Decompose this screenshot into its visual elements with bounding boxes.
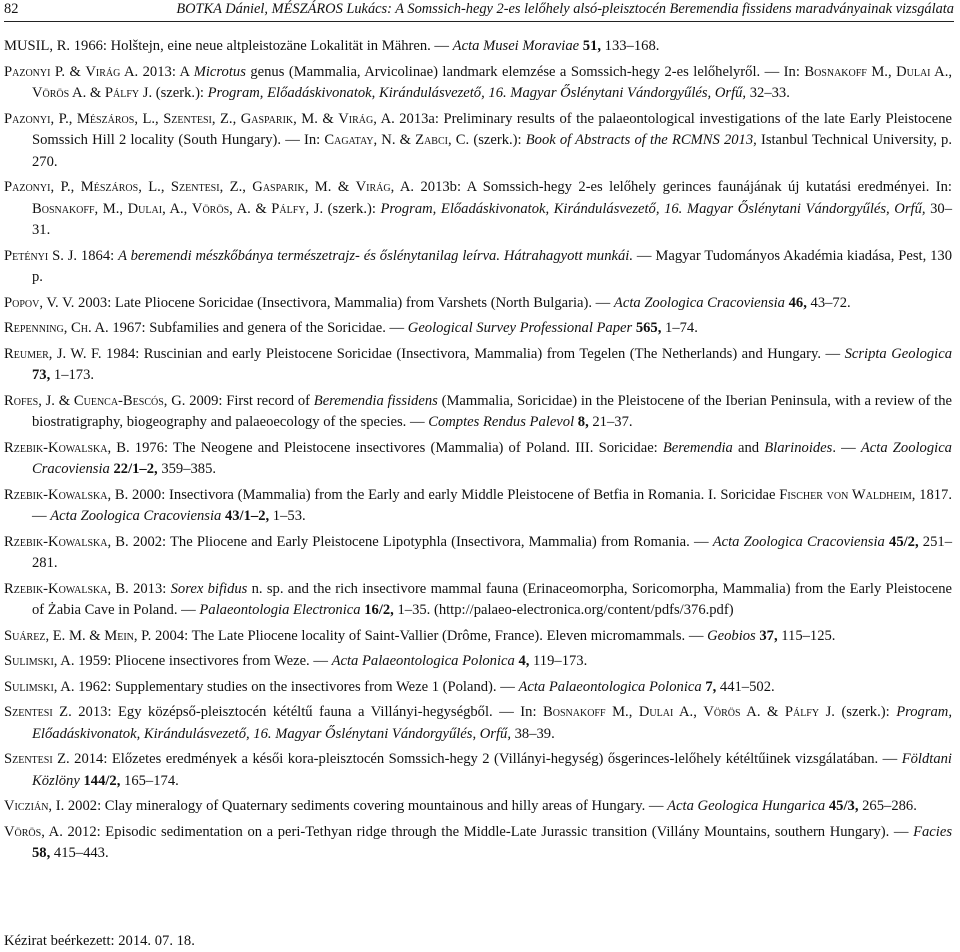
ref-volume: 144/2, xyxy=(79,772,121,789)
ref-author: Gasparik xyxy=(252,179,305,195)
ref-author: Mészáros xyxy=(76,110,135,127)
ref-author: Virág xyxy=(338,110,374,127)
ref-text: , A. 1959: Pliocene insectivores from Weze. — xyxy=(53,653,332,669)
ref-text: 38–39. xyxy=(510,725,555,742)
ref-author: Vörös xyxy=(191,200,230,217)
ref-author: Dulai xyxy=(896,63,931,80)
ref-text: A. & xyxy=(740,704,785,720)
ref-author: Pálfy xyxy=(271,200,306,217)
reference-entry xyxy=(4,651,952,673)
ref-author: Suárez xyxy=(4,627,46,644)
ref-author: Vörös xyxy=(32,85,70,101)
ref-text: J. (szerk.): xyxy=(819,704,897,720)
ref-italic-text: Acta Palaeontologica Polonica xyxy=(518,678,702,695)
ref-italic-text: Program, Előadáskivonatok, Kirándulásvezető, 16. Magyar Őslénytani Vándorgyűlés, Orfű, xyxy=(207,85,747,101)
ref-author: Virág xyxy=(85,63,121,80)
ref-author: Cuenca-Bescós xyxy=(73,392,164,409)
ref-text: , J. & xyxy=(38,392,74,409)
ref-author: Zabci xyxy=(415,132,448,148)
ref-text: . A. 1967: Subfamilies and genera of the Soricidae. — xyxy=(88,320,408,336)
ref-text: , B. 2013: xyxy=(107,580,171,597)
ref-italic-text: Beremendia fissidens xyxy=(313,392,438,409)
ref-text: , A. 2012: Episodic sedimentation on a peri-Tethyan ridge through the Middle-Late Jurassic transition (Villány Mountains, southern Hungary). — xyxy=(41,823,914,840)
ref-author: Rzebik-Kowalska xyxy=(4,439,108,456)
ref-italic-text: Acta Zoologica Cracoviensia xyxy=(613,294,785,311)
ref-volume: 565, xyxy=(632,320,662,336)
reference-entry xyxy=(4,246,952,289)
reference-entry xyxy=(4,62,952,105)
ref-text: , B. 2002: The Pliocene and Early Pleistocene Lipotyphla (Insectivora, Mammalia) from Romania. — xyxy=(107,533,713,550)
ref-italic-text: Földtani Közlöny xyxy=(32,751,952,789)
ref-author: Vörös xyxy=(703,704,741,720)
ref-author: Sulimski xyxy=(4,653,54,669)
ref-text: , P., xyxy=(50,110,77,127)
ref-author: Virág xyxy=(355,179,391,195)
ref-text: and xyxy=(732,439,765,456)
ref-text: 21–37. xyxy=(588,414,633,430)
ref-text: Z. 2013: Egy középső-pleisztocén kétéltű fauna a Villányi-hegységből. — In: xyxy=(52,704,544,720)
ref-italic-text: Acta Zoologica Cracoviensia xyxy=(32,439,952,477)
ref-author: Szentesi xyxy=(163,110,212,127)
ref-author: Rzebik-Kowalska xyxy=(4,486,108,503)
ref-text: P. & xyxy=(50,63,86,80)
ref-author: Viczián xyxy=(4,798,49,814)
ref-italic-text: Palaeontologia Electronica xyxy=(199,602,361,618)
ref-text: . — xyxy=(832,439,861,456)
ref-text: Z. 2014: Előzetes eredmények a késői kora-pleisztocén Somssich-hegy 2 (Villányi-hegység) ősgerinces-lelőhely kétéltűinek vizsgálatában. — xyxy=(52,751,902,767)
ref-volume: 37, xyxy=(755,627,778,644)
ref-author: Szentesi xyxy=(4,751,53,767)
ref-text: 1–35. (http://palaeo-electronica.org/content/pdfs/376.pdf) xyxy=(393,602,734,618)
ref-text: 1–53. xyxy=(269,508,306,524)
ref-text: , N. & xyxy=(373,132,416,148)
ref-text: (Mammalia, Soricidae) in the Pleistocene of the Iberian Peninsula, with a review of the biostratigraphy, biogeography and palaeoecology of the species. — xyxy=(32,392,952,430)
reference-entry xyxy=(4,532,952,575)
ref-text: , B. 2000: Insectivora (Mammalia) from the Early and early Middle Pleistocene of Betfia in Romania. I. Soricidae xyxy=(107,486,780,503)
ref-author: Rofes xyxy=(4,392,39,409)
ref-author: Pazonyi xyxy=(4,110,51,127)
ref-text: J. (szerk.): xyxy=(139,85,208,101)
reference-list xyxy=(4,36,952,869)
ref-text: 1–173. xyxy=(50,367,95,383)
ref-text: , Istanbul Technical University, p. 270. xyxy=(32,132,952,170)
ref-text: , A. 2013a: Preliminary results of the palaeontological investigations of the late Early Pleistocene Somssich Hill 2 locality (South Hungary). — In: xyxy=(32,110,952,148)
ref-text: , A. 2013b: A Somssich-hegy 2-es lelőhely gerinces faunájának új kutatási eredményei. In: xyxy=(390,179,952,195)
ref-text: A. 2013: A xyxy=(120,63,194,80)
ref-text: , A. & xyxy=(229,200,272,217)
ref-author: Gasparik xyxy=(240,110,294,127)
ref-text: 265–286. xyxy=(858,798,917,814)
ref-author: Cagatay xyxy=(324,132,374,148)
page-number: 82 xyxy=(4,1,19,17)
ref-text: 115–125. xyxy=(777,627,836,644)
ref-italic-text: A beremendi mészkőbánya természetrajz- és őslénytanilag leírva. Hátrahagyott munkái. xyxy=(118,247,634,264)
ref-text: — Magyar Tudományos Akadémia kiadása, Pest, 130 p. xyxy=(32,247,952,285)
running-title: BOTKA Dániel, MÉSZÁROS Lukács: A Somssich-hegy 2-es lelőhely alsó-pleisztocén Beremendia fissidens maradványainak vizsgálata xyxy=(176,1,954,17)
ref-author: Pazonyi xyxy=(4,179,51,195)
header-rule xyxy=(4,21,954,22)
ref-text: , A., xyxy=(162,200,192,217)
reference-entry xyxy=(4,626,952,648)
ref-text: , Z., xyxy=(211,110,241,127)
ref-author: Fischer von Waldheim xyxy=(779,486,912,503)
ref-text: M., xyxy=(866,63,897,80)
ref-italic-text: Acta Zoologica Cracoviensia xyxy=(712,533,885,550)
ref-italic-text: Acta Geologica Hungarica xyxy=(667,798,826,814)
ref-text: 133–168. xyxy=(601,38,660,54)
ref-volume: 58, xyxy=(32,845,51,861)
ref-author: Szentesi xyxy=(170,179,220,195)
ref-volume: 7, xyxy=(701,678,717,695)
reference-entry xyxy=(4,485,952,528)
ref-text: , B. 1976: The Neogene and Pleistocene insectivores (Mammalia) of Poland. III. Soricidae: xyxy=(107,439,663,456)
ref-text: , M. & xyxy=(304,179,356,195)
ref-author: Szentesi xyxy=(4,704,53,720)
ref-italic-text: Program, Előadáskivonatok, Kirándulásvezető, 16. Magyar Őslénytani Vándorgyűlés, Orfű, xyxy=(32,704,952,742)
ref-text: 441–502. xyxy=(716,678,775,695)
ref-italic-text: Book of Abstracts of the RCMNS 2013 xyxy=(525,132,754,148)
ref-author: Dulai xyxy=(127,200,163,217)
ref-author: Ch xyxy=(71,320,88,336)
ref-text: , 1817. — xyxy=(32,486,952,524)
ref-italic-text: Scripta Geologica xyxy=(844,345,952,362)
ref-text: 359–385. xyxy=(157,461,217,477)
ref-text: , L., xyxy=(134,110,164,127)
ref-text: , xyxy=(63,320,72,336)
ref-italic-text: Blarinoides xyxy=(764,439,833,456)
ref-author: Pálfy xyxy=(104,85,140,101)
ref-author: Petényi xyxy=(4,247,49,264)
ref-italic-text: Acta Palaeontologica Polonica xyxy=(331,653,515,669)
ref-italic-text: Program, Előadáskivonatok, Kirándulásvezető, 16. Magyar Őslénytani Vándorgyűlés, Orfű, xyxy=(380,200,926,217)
ref-italic-text: Geological Survey Professional Paper xyxy=(407,320,633,336)
ref-text: 415–443. xyxy=(50,845,109,861)
ref-italic-text: Microtus xyxy=(193,63,246,80)
reference-entry xyxy=(4,293,952,315)
ref-text: A. & xyxy=(69,85,105,101)
ref-volume: 73, xyxy=(32,367,51,383)
ref-volume: 22/1–2, xyxy=(109,461,158,477)
ref-volume: 16/2, xyxy=(360,602,394,618)
ref-author: Mészáros xyxy=(80,179,139,195)
ref-author: Pálfy xyxy=(784,704,820,720)
ref-text: , J. W. F. 1984: Ruscinian and early Pleistocene Soricidae (Insectivora, Mammalia) from Tegelen (The Netherlands) and Hungary. — xyxy=(48,345,845,362)
manuscript-received-note: Kézirat beérkezett: 2014. 07. 18. xyxy=(4,933,195,949)
ref-author: Sulimski xyxy=(4,678,54,695)
ref-author: Repenning xyxy=(4,320,64,336)
ref-text: M., xyxy=(605,704,639,720)
ref-italic-text: Sorex bifidus xyxy=(170,580,248,597)
ref-text: genus (Mammalia, Arvicolinae) landmark elemzése a Somssich-hegy 2-es lelőhelyről. — In: xyxy=(245,63,805,80)
reference-entry xyxy=(4,318,952,340)
reference-entry xyxy=(4,344,952,387)
reference-entry xyxy=(4,579,952,622)
ref-volume: 51, xyxy=(579,38,602,54)
ref-volume: 45/3, xyxy=(825,798,859,814)
reference-entry xyxy=(4,177,952,242)
ref-text: n. sp. and the rich insectivore mammal fauna (Erinaceomorpha, Soricomorpha, Mammalia) from the Early Pleistocene of Żabia Cave in Poland. — xyxy=(32,580,953,618)
ref-text: , V. V. 2003: Late Pliocene Soricidae (Insectivora, Mammalia) from Varshets (North Bulgaria). — xyxy=(39,294,614,311)
ref-italic-text: Acta Musei Moraviae xyxy=(452,38,580,54)
ref-author: Mein xyxy=(104,627,134,644)
ref-text: 43–72. xyxy=(806,294,851,311)
ref-text: A., xyxy=(930,63,952,80)
ref-text: , I. 2002: Clay mineralogy of Quaternary sediments covering mountainous and hilly areas of Hungary. — xyxy=(48,798,668,814)
ref-text: , M. & xyxy=(293,110,339,127)
ref-text: , G. 2009: First record of xyxy=(163,392,314,409)
ref-volume: 46, xyxy=(784,294,807,311)
ref-text: 32–33. xyxy=(746,85,790,101)
ref-italic-text: Geobios xyxy=(707,627,756,644)
ref-text: , J. (szerk.): xyxy=(305,200,381,217)
ref-text: , L., xyxy=(138,179,171,195)
page-header xyxy=(4,0,954,22)
ref-author: Vörös xyxy=(4,823,42,840)
ref-text: 119–173. xyxy=(529,653,588,669)
ref-volume: 45/2, xyxy=(884,533,919,550)
ref-text: , P., xyxy=(50,179,81,195)
ref-italic-text: Facies xyxy=(913,823,952,840)
reference-entry xyxy=(4,109,952,174)
reference-entry xyxy=(4,677,952,699)
reference-entry xyxy=(4,749,952,792)
reference-entry xyxy=(4,702,952,745)
ref-italic-text: Comptes Rendus Palevol xyxy=(428,414,575,430)
ref-text: , E. M. & xyxy=(45,627,105,644)
ref-author: Bosnakoff xyxy=(804,63,867,80)
ref-volume: 8, xyxy=(574,414,589,430)
ref-author: Rzebik-Kowalska xyxy=(4,580,108,597)
ref-author: Rzebik-Kowalska xyxy=(4,533,108,550)
ref-text: 165–174. xyxy=(120,772,179,789)
ref-volume: 43/1–2, xyxy=(221,508,270,524)
ref-text: 30–31. xyxy=(32,200,952,238)
ref-text: , M., xyxy=(94,200,128,217)
reference-entry xyxy=(4,438,952,481)
ref-author: Bosnakoff xyxy=(543,704,606,720)
ref-text: , C. (szerk.): xyxy=(447,132,526,148)
ref-volume: 4, xyxy=(514,653,530,669)
reference-entry xyxy=(4,822,952,865)
ref-text: A., xyxy=(673,704,704,720)
ref-text: , P. 2004: The Late Pliocene locality of Saint-Vallier (Drôme, France). Eleven micromammals. — xyxy=(133,627,708,644)
reference-entry xyxy=(4,36,952,58)
reference-entry xyxy=(4,391,952,434)
ref-text: 251–281. xyxy=(32,533,952,571)
ref-italic-text: Beremendia xyxy=(662,439,733,456)
ref-author: Reumer xyxy=(4,345,49,362)
ref-text: , A. 1962: Supplementary studies on the insectivores from Weze 1 (Poland). — xyxy=(53,678,519,695)
reference-entry xyxy=(4,796,952,818)
ref-italic-text: Acta Zoologica Cracoviensia xyxy=(50,508,222,524)
ref-text: S. J. 1864: xyxy=(48,247,119,264)
ref-author: Dulai xyxy=(638,704,674,720)
ref-author: Bosnakoff xyxy=(32,200,95,217)
ref-text: 1–74. xyxy=(661,320,698,336)
ref-text: , Z., xyxy=(219,179,253,195)
ref-author: Popov xyxy=(4,294,40,311)
ref-text: MUSIL, R. 1966: Holštejn, eine neue altpleistozäne Lokalität in Mähren. — xyxy=(4,38,453,54)
ref-author: Pazonyi xyxy=(4,63,51,80)
